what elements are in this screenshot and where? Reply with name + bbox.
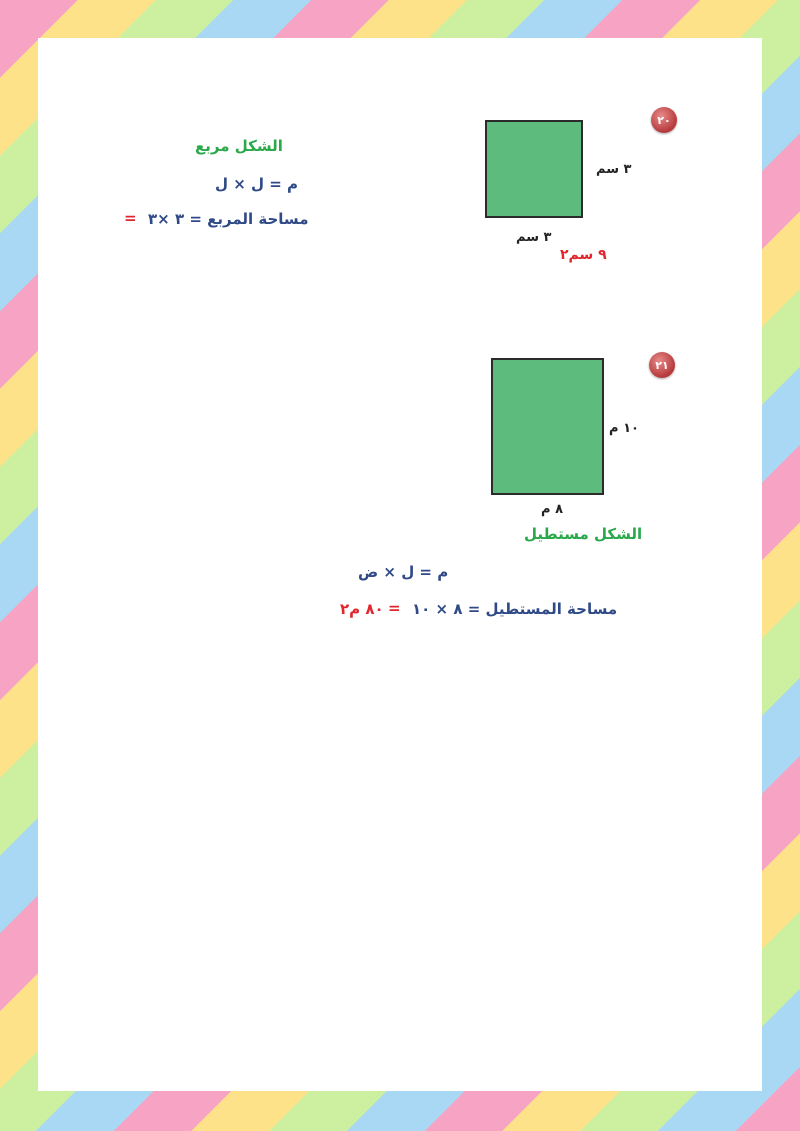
rectangle-area-expression: مساحة المستطيل = ٨ × ١٠ bbox=[412, 600, 618, 618]
square-area-expression: مساحة المربع = ٣ ×٣ bbox=[148, 210, 309, 228]
square-shape-label: الشكل مربع bbox=[195, 137, 283, 155]
rectangle-area-result: ٨٠ م٢ bbox=[340, 600, 384, 618]
rectangle-shape-label: الشكل مستطيل bbox=[524, 525, 643, 543]
square-side-right-label: ٣ سم bbox=[596, 162, 632, 177]
square-shape bbox=[485, 120, 583, 218]
rectangle-shape bbox=[491, 358, 604, 495]
square-side-bottom-label: ٣ سم bbox=[516, 230, 552, 245]
square-area-equals: = bbox=[124, 209, 137, 227]
rectangle-area-formula: م = ل × ض bbox=[358, 563, 449, 581]
rectangle-area-equals: = bbox=[388, 599, 401, 617]
rectangle-side-bottom-label: ٨ م bbox=[541, 502, 563, 517]
problem-number-badge: ٢١ bbox=[649, 352, 675, 378]
rectangle-side-right-label: ١٠ م bbox=[609, 421, 639, 436]
square-area-answer: ٩ سم٢ bbox=[560, 247, 607, 263]
square-area-formula: م = ل × ل bbox=[215, 175, 299, 193]
problem-number-badge: ٢٠ bbox=[651, 107, 677, 133]
